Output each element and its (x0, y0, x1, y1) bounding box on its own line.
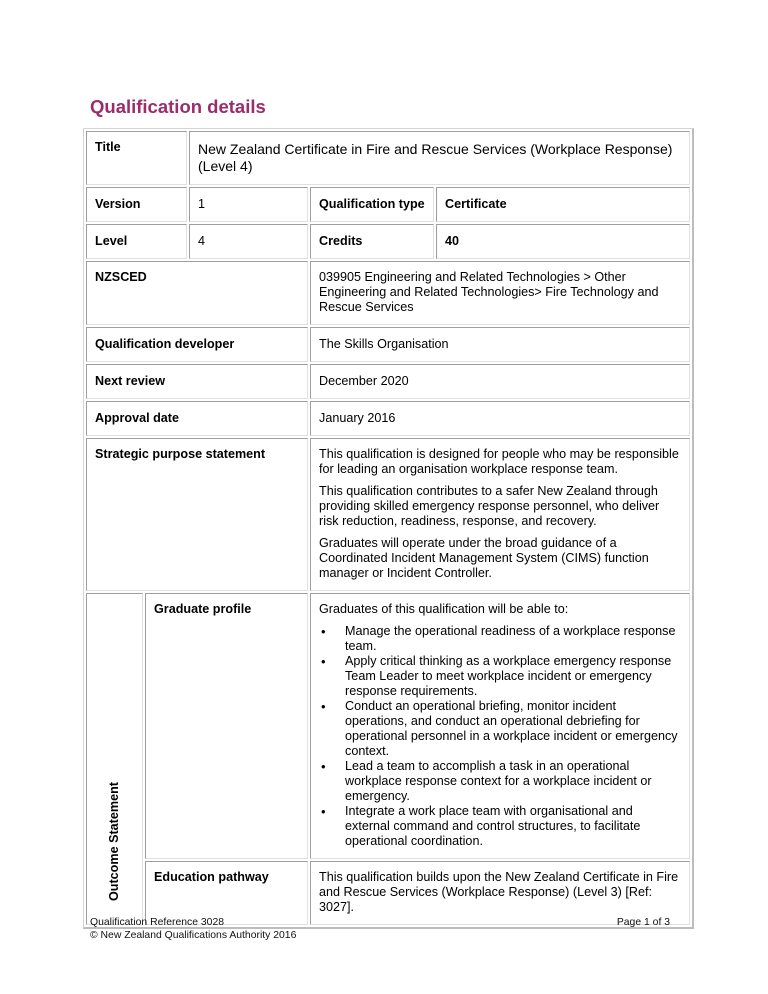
list-item: • Lead a team to accomplish a task in an operational workplace response context for a workplace incident or emergency. (319, 759, 681, 804)
level-value: 4 (189, 224, 308, 259)
strategic-purpose-paragraph: This qualification contributes to a safer New Zealand through providing skilled emergency response personnel, who deliver risk reduction, readiness, response, and recovery. (319, 484, 660, 528)
footer-left (90, 916, 296, 942)
copyright-notice: © New Zealand Qualifications Authority 2016 (90, 930, 297, 941)
version-label: Version (86, 187, 187, 222)
list-item: • Manage the operational readiness of a workplace response team. (319, 624, 681, 654)
qualification-type-value: Certificate (436, 187, 690, 222)
page-number: Page 1 of 3 (616, 917, 670, 928)
graduate-profile-list (319, 624, 681, 849)
credits-value: 40 (436, 224, 690, 259)
strategic-purpose-paragraph: Graduates will operate under the broad guidance of a Coordinated Incident Management System (CIMS) function manager or Incident Controller. (319, 536, 649, 580)
row-level (86, 224, 690, 259)
graduate-profile-label: Graduate profile (145, 593, 308, 859)
qualification-type-label: Qualification type (310, 187, 434, 222)
next-review-label: Next review (86, 364, 308, 399)
title-value: New Zealand Certificate in Fire and Rescue Services (Workplace Response) (Level 4) (189, 131, 690, 185)
list-item: • Integrate a work place team with organisational and external command and control structures, to facilitate operational coordination. (319, 804, 681, 849)
approval-date-value: January 2016 (310, 401, 690, 436)
education-pathway-label: Education pathway (145, 861, 308, 925)
row-approval-date (86, 401, 690, 436)
credits-label: Credits (310, 224, 434, 259)
outcome-statement-cell (86, 593, 143, 925)
list-item: • Apply critical thinking as a workplace emergency response Team Leader to meet workplace incident or emergency response requirements. (319, 654, 681, 699)
developer-value: The Skills Organisation (310, 327, 690, 362)
page-title: Qualification details (90, 96, 266, 117)
strategic-purpose-value (310, 438, 690, 591)
strategic-purpose-label: Strategic purpose statement (86, 438, 308, 591)
developer-label: Qualification developer (86, 327, 308, 362)
row-nzsced (86, 261, 690, 325)
nzsced-label: NZSCED (86, 261, 308, 325)
strategic-purpose-paragraph: This qualification is designed for people who may be responsible for leading an organisation workplace response team. (319, 447, 679, 476)
version-value: 1 (189, 187, 308, 222)
qualification-reference: Qualification Reference 3028 (90, 917, 225, 928)
outcome-statement-label: Outcome Statement (106, 782, 121, 901)
education-pathway-value: This qualification builds upon the New Zealand Certificate in Fire and Rescue Services (Workplace Response) (Level 3) [Ref: 3027]. (310, 861, 690, 925)
qualification-details-table (83, 128, 694, 929)
graduate-profile-value (310, 593, 690, 859)
row-title (86, 131, 690, 185)
row-strategic-purpose (86, 438, 690, 591)
page-footer (90, 916, 670, 942)
nzsced-value: 039905 Engineering and Related Technologies > Other Engineering and Related Technologies> Fire Technology and Rescue Services (310, 261, 690, 325)
list-item: • Conduct an operational briefing, monitor incident operations, and conduct an operational debriefing for operational personnel in a workplace incident or emergency context. (319, 699, 681, 759)
level-label: Level (86, 224, 187, 259)
row-developer (86, 327, 690, 362)
row-version (86, 187, 690, 222)
row-next-review (86, 364, 690, 399)
row-graduate-profile (86, 593, 690, 859)
approval-date-label: Approval date (86, 401, 308, 436)
title-label: Title (86, 131, 187, 185)
next-review-value: December 2020 (310, 364, 690, 399)
graduate-profile-intro: Graduates of this qualification will be able to: (319, 602, 569, 616)
